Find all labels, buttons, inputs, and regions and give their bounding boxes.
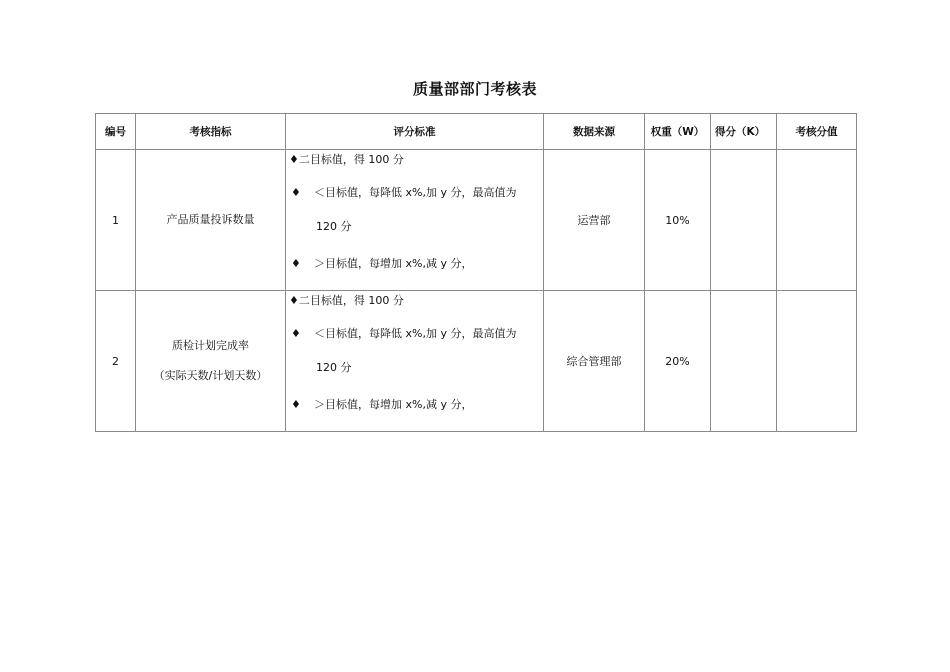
criteria-line-below: ＜目标值，每降低 x%,加 y 分，最高值为 xyxy=(314,327,517,340)
assessment-table xyxy=(95,113,857,432)
header-no: 编号 xyxy=(96,114,136,150)
criteria-line-equal: ♦二目标值，得 100 分 xyxy=(289,153,404,166)
row-source: 运营部 xyxy=(544,150,645,291)
header-source: 数据来源 xyxy=(544,114,645,150)
header-score: 得分（K） xyxy=(711,114,777,150)
indicator-text: 产品质量投诉数量 xyxy=(166,213,255,226)
criteria-line-equal: ♦二目标值，得 100 分 xyxy=(289,294,404,307)
row-criteria xyxy=(286,150,544,291)
row-weight: 10% xyxy=(645,150,711,291)
criteria-line-max: 120 分 xyxy=(316,220,352,233)
row-source: 综合管理部 xyxy=(544,291,645,432)
row-score[interactable] xyxy=(711,150,777,291)
row-no: 1 xyxy=(96,150,136,291)
row-indicator xyxy=(136,150,286,291)
indicator-formula: （实际天数/计划天数） xyxy=(153,369,268,382)
row-points[interactable] xyxy=(777,291,857,432)
criteria-line-below: ＜目标值，每降低 x%,加 y 分，最高值为 xyxy=(314,186,517,199)
diamond-bullet-icon: ♦ xyxy=(291,327,301,340)
row-points[interactable] xyxy=(777,150,857,291)
header-row xyxy=(96,114,857,150)
header-criteria: 评分标准 xyxy=(286,114,544,150)
row-criteria xyxy=(286,291,544,432)
diamond-bullet-icon: ♦ xyxy=(291,257,301,270)
criteria-line-max: 120 分 xyxy=(316,361,352,374)
table-row xyxy=(96,150,857,291)
header-indicator: 考核指标 xyxy=(136,114,286,150)
diamond-bullet-icon: ♦ xyxy=(291,398,301,411)
table-row xyxy=(96,291,857,432)
diamond-bullet-icon: ♦ xyxy=(291,186,301,199)
page-title: 质量部部门考核表 xyxy=(412,80,537,98)
row-score[interactable] xyxy=(711,291,777,432)
header-points: 考核分值 xyxy=(777,114,857,150)
header-weight: 权重（W） xyxy=(645,114,711,150)
row-no: 2 xyxy=(96,291,136,432)
row-indicator xyxy=(136,291,286,432)
criteria-line-above: ＞目标值，每增加 x%,减 y 分， xyxy=(314,398,473,411)
indicator-text: 质检计划完成率 xyxy=(172,339,249,352)
row-weight: 20% xyxy=(645,291,711,432)
criteria-line-above: ＞目标值，每增加 x%,减 y 分， xyxy=(314,257,473,270)
